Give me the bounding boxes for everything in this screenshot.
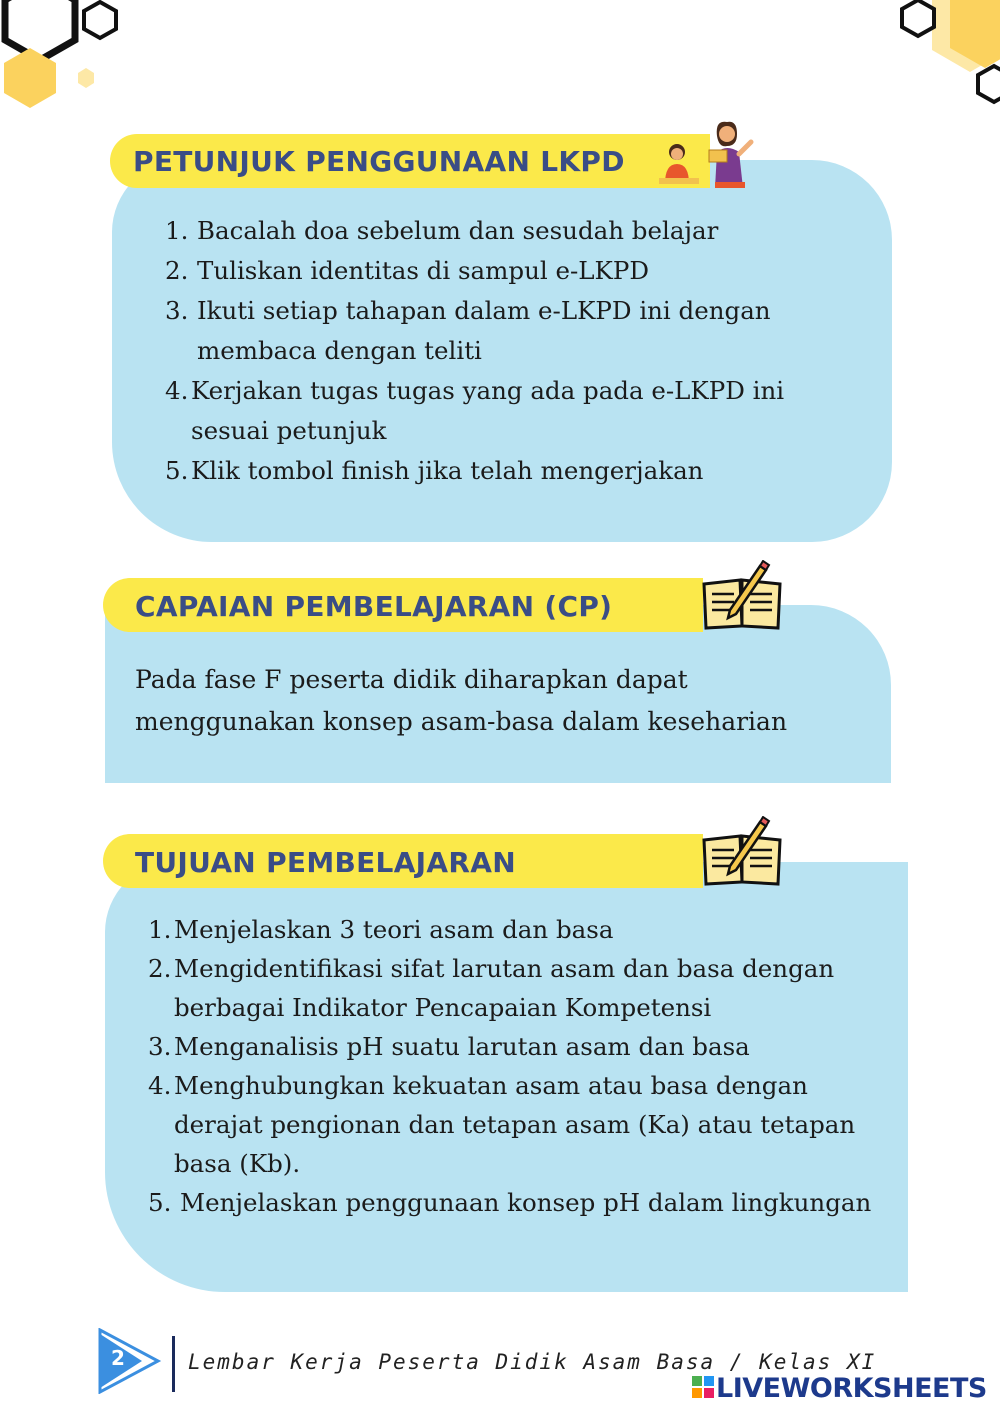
teacher-student-icon — [655, 112, 755, 192]
list-item: 4. Menghubungkan kekuatan asam atau basa dengan derajat pengionan dan tetapan asam (Ka) atau tetapan basa (Kb). — [148, 1071, 856, 1178]
footer-text: Lembar Kerja Peserta Didik Asam Basa / Kelas XI — [188, 1350, 877, 1374]
page-number: 2 — [111, 1346, 125, 1370]
list-item: 4. Kerjakan tugas tugas yang ada pada e-LKPD ini sesuai petunjuk — [165, 376, 785, 445]
liveworksheets-logo-icon — [692, 1376, 716, 1400]
list-item: 2. Tuliskan identitas di sampul e-LKPD — [165, 256, 649, 285]
tujuan-title: TUJUAN PEMBELAJARAN — [135, 846, 516, 879]
list-item: 5. Klik tombol finish jika telah mengerjakan — [165, 456, 704, 485]
capaian-title: CAPAIAN PEMBELAJARAN (CP) — [135, 590, 613, 623]
capaian-text: Pada fase F peserta didik diharapkan dapat menggunakan konsep asam-basa dalam keseharian — [135, 665, 788, 736]
petunjuk-list — [165, 211, 825, 491]
list-item: 3. Ikuti setiap tahapan dalam e-LKPD ini dengan membaca dengan teliti — [165, 296, 771, 365]
book-pencil-icon — [700, 816, 786, 888]
list-item: 2. Mengidentifikasi sifat larutan asam dan basa dengan berbagai Indikator Pencapaian Kompetensi — [148, 954, 835, 1022]
footer-divider — [172, 1336, 175, 1392]
list-item: 1. Bacalah doa sebelum dan sesudah belajar — [165, 216, 719, 245]
hexagon-decoration-top-left — [0, 0, 140, 120]
liveworksheets-brand: LIVEWORKSHEETS — [716, 1373, 987, 1404]
list-item: 5. Menjelaskan penggunaan konsep pH dalam lingkungan — [148, 1188, 872, 1217]
petunjuk-title: PETUNJUK PENGGUNAAN LKPD — [133, 145, 625, 178]
tujuan-list — [148, 910, 888, 1222]
hexagon-decoration-top-right — [890, 0, 1000, 110]
list-item: 3. Menganalisis pH suatu larutan asam dan basa — [148, 1032, 750, 1061]
book-pencil-icon — [700, 560, 786, 632]
list-item: 1. Menjelaskan 3 teori asam dan basa — [148, 915, 614, 944]
